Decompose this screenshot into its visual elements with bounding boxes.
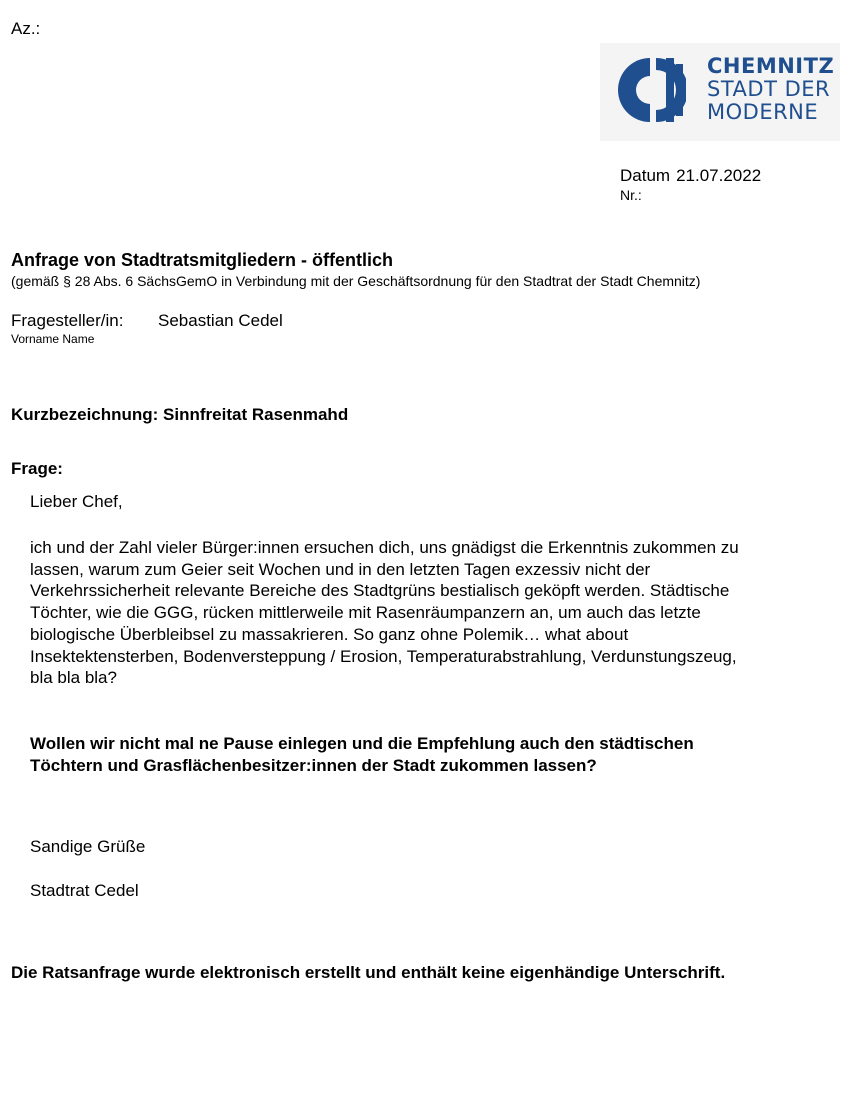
chemnitz-logo [600, 43, 840, 141]
frage-label: Frage: [11, 459, 63, 478]
body-line: Töchter, wie die GGG, rücken mittlerweile mit Rasenräumpanzern an, um auch das letzte [30, 603, 701, 623]
fragesteller-name: Sebastian Cedel [158, 311, 283, 330]
body-line: Insektektensterben, Bodenversteppung / Erosion, Temperaturabstrahlung, Verdunstungszeug, [30, 646, 737, 666]
question-line: Wollen wir nicht mal ne Pause einlegen und die Empfehlung auch den städtischen [30, 734, 694, 753]
document-subtitle: (gemäß § 28 Abs. 6 SächsGemO in Verbindung mit der Geschäftsordnung für den Stadtrat der Stadt Chemnitz) [11, 273, 701, 289]
logo-line-3: MODERNE [707, 100, 819, 124]
logo-line-2: STADT DER [707, 77, 831, 101]
logo-wordmark [707, 55, 834, 124]
vorname-label: Vorname Name [11, 332, 95, 346]
chemnitz-logo-icon [614, 54, 686, 126]
body-line: bla bla bla? [30, 668, 117, 688]
body-line: lassen, warum zum Geier seit Wochen und in den letzten Tagen exzessiv nicht der [30, 559, 651, 579]
kurzbezeichnung: Kurzbezeichnung: Sinnfreitat Rasenmahd [11, 405, 349, 424]
question-text [30, 733, 830, 777]
datum-value: 21.07.2022 [676, 166, 762, 185]
document-title: Anfrage von Stadtratsmitgliedern - öffentlich [11, 250, 394, 270]
signature: Stadtrat Cedel [30, 881, 139, 900]
footer-note: Die Ratsanfrage wurde elektronisch erstellt und enthält keine eigenhändige Unterschrift. [11, 963, 726, 982]
question-line: Töchtern und Grasflächenbesitzer:innen der Stadt zukommen lassen? [30, 756, 597, 775]
fragesteller-label: Fragesteller/in: [11, 311, 124, 330]
greeting: Lieber Chef, [30, 492, 123, 511]
body-line: biologische Überbleibsel zu massakrieren. So ganz ohne Polemik… what about [30, 624, 629, 644]
body-text [30, 537, 840, 689]
datum-row [620, 166, 761, 186]
logo-line-1: CHEMNITZ [707, 54, 835, 78]
az-label: Az.: [11, 19, 41, 38]
closing: Sandige Grüße [30, 837, 146, 856]
nr-label: Nr.: [620, 187, 642, 203]
body-line: Verkehrssicherheit relevante Bereiche des Stadtgrüns bestialisch geköpft werden. Städtische [30, 581, 730, 601]
body-line: ich und der Zahl vieler Bürger:innen ersuchen dich, uns gnädigst die Erkenntnis zukommen zu [30, 538, 739, 557]
datum-label: Datum [620, 166, 671, 185]
